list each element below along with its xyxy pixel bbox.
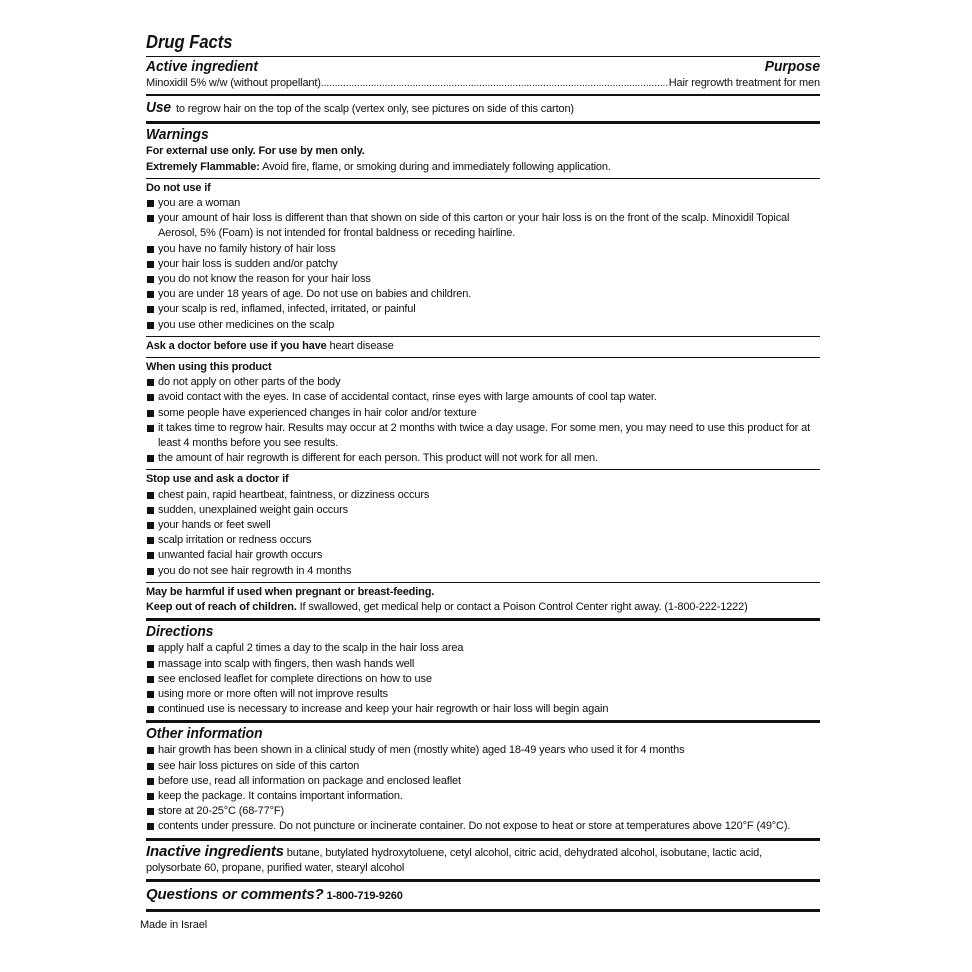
ask-doctor-text: heart disease [329, 339, 394, 352]
directions-heading: Directions [146, 623, 214, 641]
keep-out-warning [146, 600, 820, 615]
stop-use-heading: Stop use and ask a doctor if [146, 473, 289, 486]
list-item: scalp irritation or redness occurs [146, 533, 820, 548]
list-item: apply half a capful 2 times a day to the scalp in the hair loss area [146, 641, 820, 656]
use-heading: Use [146, 99, 171, 117]
keep-out-text: If swallowed, get medical help or contact a Poison Control Center right away. (1-800-222-1222) [299, 601, 748, 614]
questions-section [146, 882, 820, 909]
list-item: do not apply on other parts of the body [146, 375, 820, 390]
list-item: you do not see hair regrowth in 4 months [146, 564, 820, 579]
leader-dots [321, 76, 669, 91]
warnings-section [146, 124, 820, 177]
external-use-warning: For external use only. For use by men only. [146, 145, 365, 158]
made-in-label: Made in Israel [140, 919, 207, 931]
use-section [146, 96, 820, 121]
list-item: massage into scalp with fingers, then wash hands well [146, 657, 820, 672]
use-text: to regrow hair on the top of the scalp (vertex only, see pictures on side of this carton) [175, 103, 574, 116]
questions-phone: 1-800-719-9260 [326, 889, 403, 902]
list-item: your hair loss is sudden and/or patchy [146, 257, 820, 272]
list-item: hair growth has been shown in a clinical study of men (mostly white) aged 18-49 years who used it for 4 months [146, 743, 820, 758]
list-item: your hands or feet swell [146, 518, 820, 533]
list-item: your scalp is red, inflamed, infected, irritated, or painful [146, 302, 820, 317]
divider [146, 909, 820, 912]
when-using-heading: When using this product [146, 361, 272, 374]
flammable-label: Extremely Flammable: [146, 160, 260, 173]
when-using-section [146, 358, 820, 469]
list-item: avoid contact with the eyes. In case of accidental contact, rinse eyes with large amounts of cool tap water. [146, 390, 820, 405]
list-item: you use other medicines on the scalp [146, 318, 820, 333]
list-item: see enclosed leaflet for complete directions on how to use [146, 672, 820, 687]
ask-doctor-section [146, 337, 820, 357]
list-item: keep the package. It contains important information. [146, 789, 820, 804]
list-item: you have no family history of hair loss [146, 242, 820, 257]
list-item: the amount of hair regrowth is different for each person. This product will not work for all men. [146, 451, 820, 466]
purpose-heading: Purpose [764, 58, 820, 75]
questions-heading: Questions or comments? [146, 885, 324, 903]
list-item: chest pain, rapid heartbeat, faintness, or dizziness occurs [146, 488, 820, 503]
drug-facts-panel [146, 30, 820, 912]
do-not-use-section [146, 179, 820, 336]
pregnancy-children-section [146, 583, 820, 618]
pregnancy-warning: May be harmful if used when pregnant or breast-feeding. [146, 585, 435, 598]
list-item: before use, read all information on package and enclosed leaflet [146, 774, 820, 789]
stop-use-section [146, 470, 820, 581]
list-item: continued use is necessary to increase and keep your hair regrowth or hair loss will begin again [146, 702, 820, 717]
do-not-use-heading: Do not use if [146, 181, 211, 194]
other-information-heading: Other information [146, 725, 263, 743]
list-item: you are under 18 years of age. Do not use on babies and children. [146, 287, 820, 302]
list-item: unwanted facial hair growth occurs [146, 548, 820, 563]
drug-facts-title: Drug Facts [146, 32, 233, 52]
list-item: some people have experienced changes in hair color and/or texture [146, 406, 820, 421]
list-item: you are a woman [146, 196, 820, 211]
other-information-section [146, 723, 820, 837]
list-item: store at 20-25°C (68-77°F) [146, 804, 820, 819]
active-ingredient-section [146, 57, 820, 94]
inactive-ingredients-heading: Inactive ingredients [146, 842, 284, 860]
active-ingredient-name: Minoxidil 5% w/w (without propellant) [146, 77, 321, 89]
directions-section [146, 621, 820, 720]
active-ingredient-purpose: Hair regrowth treatment for men [668, 77, 820, 89]
list-item: using more or more often will not improve results [146, 687, 820, 702]
inactive-ingredients-text: butane, butylated hydroxytoluene, cetyl alcohol, citric acid, dehydrated alcohol, isobutane, lactic acid, polysorbate 60, propane, purified water, stearyl alcohol [146, 846, 763, 874]
warnings-heading: Warnings [146, 126, 209, 144]
flammable-warning [146, 160, 820, 175]
inactive-ingredients-section [146, 841, 820, 879]
list-item: contents under pressure. Do not puncture or incinerate container. Do not expose to heat or store at temperatures above 120°F (49°C). [146, 819, 820, 834]
active-ingredient-heading: Active ingredient [146, 58, 258, 75]
list-item: you do not know the reason for your hair loss [146, 272, 820, 287]
list-item: see hair loss pictures on side of this carton [146, 759, 820, 774]
flammable-text: Avoid fire, flame, or smoking during and immediately following application. [262, 160, 611, 173]
keep-out-label: Keep out of reach of children. [146, 601, 297, 614]
list-item: it takes time to regrow hair. Results may occur at 2 months with twice a day usage. For some men, you may need to use this product for at least 4 months before you see results. [146, 421, 820, 451]
list-item: your amount of hair loss is different than that shown on side of this carton or your hair loss is on the front of the scalp. Minoxidil Topical Aerosol, 5% (Foam) is not intended for frontal baldness or receding hairline. [146, 211, 820, 241]
ask-doctor-label: Ask a doctor before use if you have [146, 339, 327, 352]
list-item: sudden, unexplained weight gain occurs [146, 503, 820, 518]
